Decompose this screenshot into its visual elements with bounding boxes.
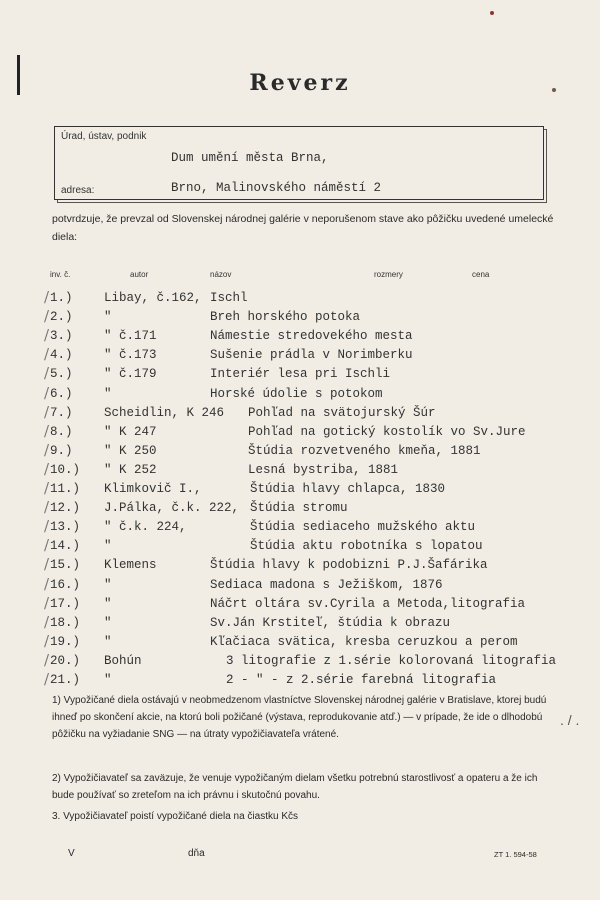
col-inv: inv. č. [50,270,71,279]
document-title: Reverz [249,70,351,96]
org-label: Úrad, ústav, podnik [61,131,147,142]
item-author: Libay, č.162, [104,291,202,305]
item-number: 14.) [50,539,81,554]
table-row [0,326,600,348]
item-number: 17.) [50,596,81,611]
item-title: Náčrt oltára sv.Cyrila a Metoda,litografia [210,596,526,611]
pen-check-mark: / [44,536,50,555]
item-author: Klimkovič I., [104,482,202,496]
pen-check-mark: / [44,574,50,593]
table-row [0,440,600,463]
item-title: Štúdia hlavy k podobizni P.J.Šafárika [210,558,488,573]
ink-dot [490,11,494,15]
table-row [0,650,600,673]
col-price: cena [472,270,490,279]
item-author: " č.179 [104,367,157,382]
pen-check-mark: / [44,459,50,478]
item-number: 5.) [50,367,73,382]
pen-check-mark: / [44,402,50,421]
item-number: 9.) [50,443,73,458]
pen-check-mark: / [44,421,50,440]
item-author: " K 250 [104,443,157,458]
table-row [0,612,600,635]
item-author: " [104,615,112,630]
pen-check-mark: / [44,517,50,536]
statement-text: potvrdzuje, že prevzal od Slovenskej národnej galérie v neporušenom stave ako pôžičku uvedené umelecké diela: [52,213,554,243]
pen-check-mark: / [44,612,50,631]
address-value: Brno, Malinovského náměstí 2 [171,181,382,195]
item-title: Horské údolie s potokom [210,386,383,401]
item-title: Pohľad na gotický kostolík vo Sv.Jure [248,424,526,439]
item-author: Scheidlin, K 246 [104,405,225,420]
item-title: Námestie stredovekého mesta [210,329,413,344]
item-number: 1.) [50,291,73,305]
item-title: Breh horského potoka [210,310,361,325]
item-number: 3.) [50,329,73,344]
item-title: Štúdia aktu robotníka s lopatou [250,539,483,554]
item-title: Pohľad na svätojurský Šúr [248,405,436,420]
item-title: Štúdia stromu [250,501,348,516]
table-row [0,555,600,577]
col-author: autor [130,270,149,279]
item-title: Sv.Ján Krstiteľ, štúdia k obrazu [210,615,451,630]
table-row [0,593,600,616]
note-2-text: 2) Vypožičiavateľ sa zaväzuje, že venuje vypožičaným dielam všetku potrebnú starostlivosť a opateru a že ich bude používať so zreteľom na ich právnu i skutočnú povahu. [52,773,538,801]
pen-check-mark: / [44,440,50,459]
item-author: Klemens [104,558,157,573]
pen-check-mark: / [44,650,50,669]
table-row [0,383,600,406]
pen-check-mark: / [44,479,50,497]
pen-check-mark: / [44,345,50,364]
item-number: 11.) [50,482,81,496]
item-number: 13.) [50,520,81,535]
pen-check-mark: / [44,364,50,383]
item-author: " č.173 [104,348,157,363]
item-title: Sediaca madona s Ježiškom, 1876 [210,577,443,592]
item-author: " [104,386,112,401]
table-row [0,498,600,520]
col-title: názov [210,270,232,279]
item-title: 3 litografie z 1.série kolorovaná litografia [226,653,557,668]
item-title: Kľačiaca svätica, kresba ceruzkou a perom [210,634,518,649]
item-number: 10.) [50,462,81,477]
item-title: Interiér lesa pri Ischli [210,367,391,382]
item-title: Štúdia hlavy chlapca, 1830 [250,482,446,496]
table-row [0,631,600,654]
table-row [0,479,600,501]
pen-check-mark: / [44,498,50,517]
pen-check-mark: / [44,307,50,326]
item-author: " č.k. 224, [104,520,187,535]
item-number: 16.) [50,577,81,592]
item-title: Sušenie prádla v Norimberku [210,348,413,363]
note-1 [52,692,552,743]
pen-check-mark: / [44,326,50,345]
item-title: 2 - " - z 2.série farebná litografia [226,673,497,687]
table-row [0,307,600,329]
note-1-text: 1) Vypožičané diela ostávajú v neobmedzenom vlastníctve Slovenskej národnej galérie v Bratislave, ktorej budú ihneď po skončení akcie, na ktorú boli požičané (výstava, reprodukovanie atď.) — v prípade, že ide o dlhodobú pôžičku na vyžiadanie SNG — na útraty vypožičiavateľa vrátené. [52,695,547,740]
item-title: Lesná bystriba, 1881 [248,462,399,477]
item-number: 2.) [50,310,73,325]
margin-slash: . / . [560,712,580,728]
pen-check-mark: / [44,593,50,612]
table-row [0,517,600,539]
org-value: Dum umění města Brna, [171,151,329,165]
item-number: 6.) [50,386,73,401]
footer-place: V [68,848,75,859]
item-author: " [104,596,112,611]
table-row [0,364,600,386]
col-size: rozmery [374,270,403,279]
item-title: Štúdia sediaceho mužského aktu [250,520,476,535]
pen-check-mark: / [44,288,50,306]
item-number: 7.) [50,405,73,420]
header-box [54,126,544,200]
item-author: J.Pálka, č.k. 222, [104,501,240,516]
pen-check-mark: / [44,631,50,650]
item-author: " [104,310,112,325]
item-title: Štúdia rozvetveného kmeňa, 1881 [248,443,481,458]
item-number: 12.) [50,501,81,516]
item-author: Bohún [104,653,142,668]
item-author: " [104,539,112,554]
pen-check-mark: / [44,383,50,402]
table-row [0,288,600,310]
item-number: 4.) [50,348,73,363]
table-row [0,574,600,597]
item-number: 8.) [50,424,73,439]
table-row [0,670,600,692]
item-author: " K 247 [104,424,157,439]
item-number: 21.) [50,673,81,687]
table-row [0,459,600,482]
item-author: " [104,577,112,592]
item-number: 20.) [50,653,81,668]
item-title: Ischl [210,291,248,305]
note-3-text: 3. Vypožičiavateľ poistí vypožičané diela na čiastku Kčs [52,811,299,822]
note-3 [52,808,552,825]
address-label: adresa: [61,185,95,196]
table-row [0,402,600,425]
footer-code: ZT 1. 594-58 [494,850,537,859]
item-author: " [104,673,112,687]
footer-date-label: dňa [188,848,205,859]
item-author: " č.171 [104,329,157,344]
item-author: " [104,634,112,649]
item-number: 15.) [50,558,81,573]
table-row [0,536,600,558]
table-row [0,421,600,444]
item-author: " K 252 [104,462,157,477]
table-row [0,345,600,367]
pen-check-mark: / [44,670,50,688]
note-2 [52,770,552,804]
pen-check-mark: / [44,555,50,574]
item-number: 19.) [50,634,81,649]
item-number: 18.) [50,615,81,630]
